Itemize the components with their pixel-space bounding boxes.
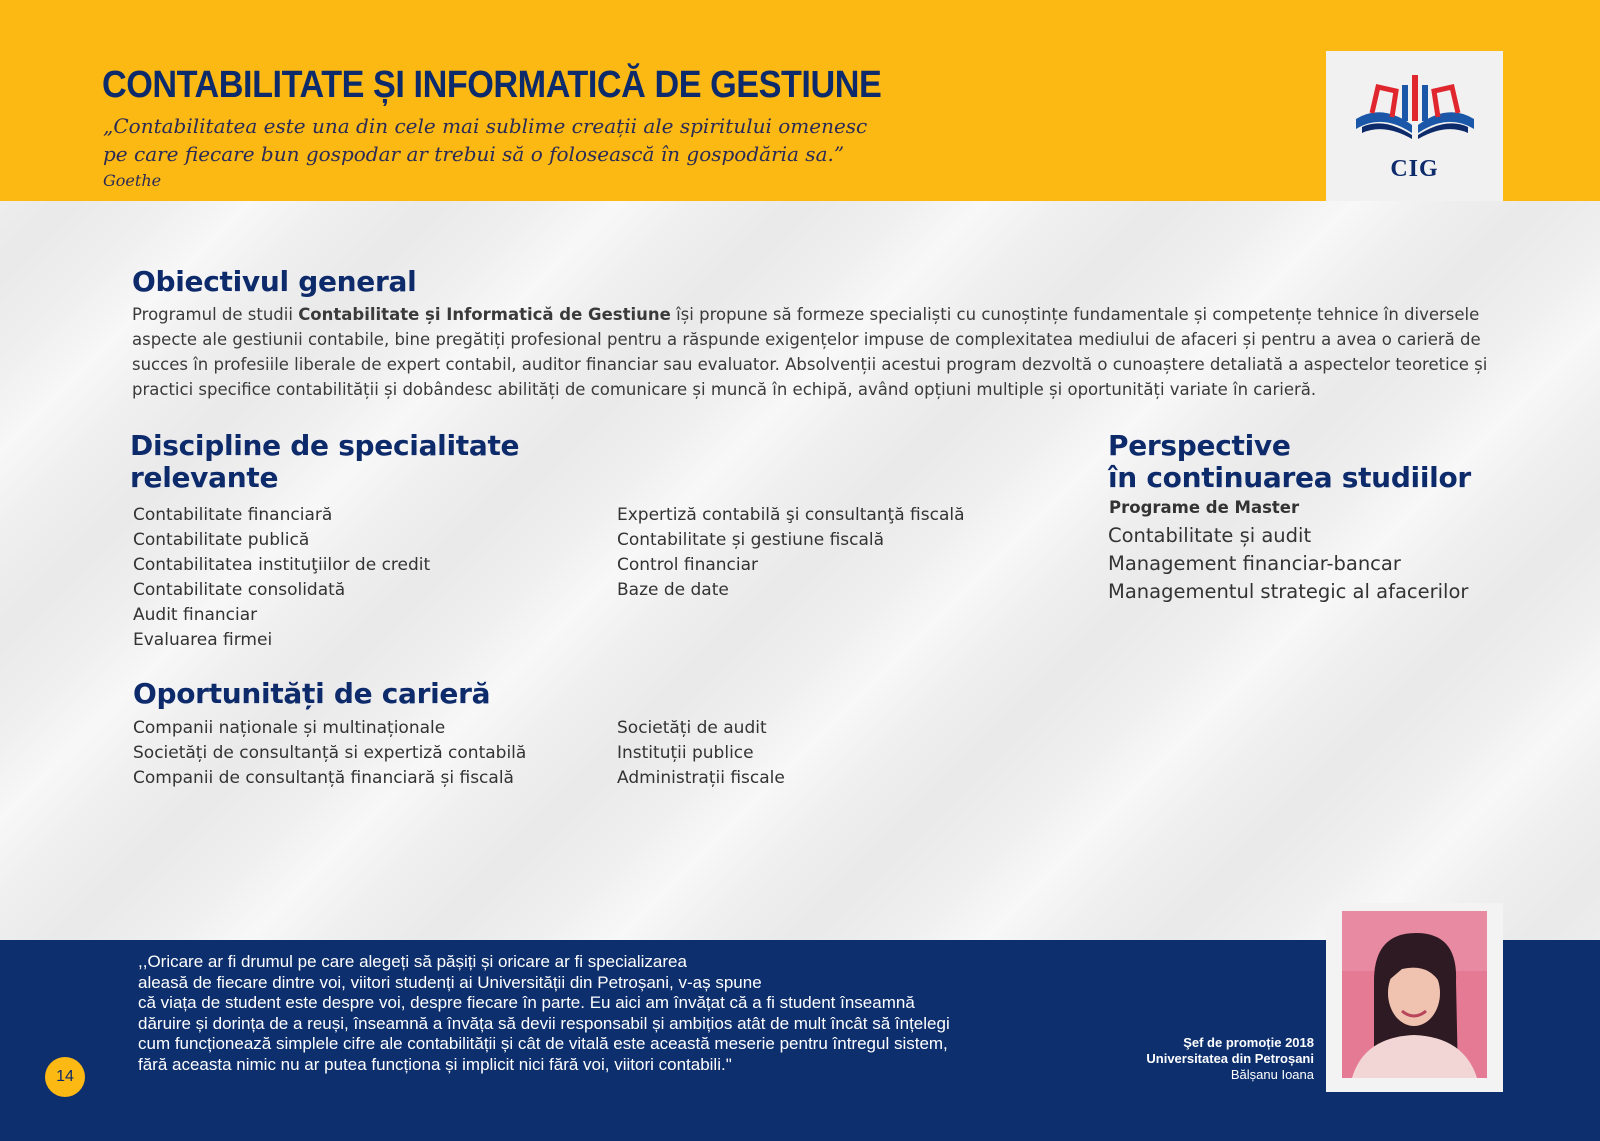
signature-name: Bălșanu Ioana bbox=[1230, 1067, 1314, 1082]
signature-title: Şef de promoție 2018 bbox=[1183, 1035, 1314, 1050]
objective-paragraph bbox=[132, 302, 1512, 402]
quote-author: Goethe bbox=[103, 171, 162, 190]
disciplines-heading-line: relevante bbox=[130, 461, 279, 494]
header-quote-line: pe care fiecare bun gospodar ar trebui să o folosească în gospodăria sa.” bbox=[103, 142, 845, 166]
page-title: CONTABILITATE ȘI INFORMATICĂ DE GESTIUNE bbox=[102, 64, 882, 106]
testimonial-line: că viața de student este despre voi, despre fiecare în parte. Eu aici am învățat că a fi student înseamnă bbox=[138, 993, 915, 1012]
disciplines-heading bbox=[130, 430, 519, 494]
list-item: Contabilitate financiară bbox=[133, 505, 333, 525]
career-heading: Oportunități de carieră bbox=[133, 677, 491, 710]
disciplines-list-left bbox=[133, 503, 430, 653]
testimonial-signature bbox=[1146, 1035, 1314, 1083]
disciplines-list-right bbox=[617, 503, 965, 603]
perspectives-heading-line: în continuarea studiilor bbox=[1108, 461, 1471, 494]
list-item: Managementul strategic al afacerilor bbox=[1108, 580, 1469, 603]
objective-line-suffix: își propune să formeze specialiști cu cunoștințe fundamentale și competențe tehnice în diversele bbox=[670, 305, 1480, 324]
testimonial-line: fără aceasta nimic nu ar putea funcționa și implicit nici fără voi, viitori contabili." bbox=[138, 1054, 732, 1074]
objective-heading: Obiectivul general bbox=[132, 265, 417, 298]
objective-line: succes în profesiile liberale de expert contabil, auditor financiar sau evaluator. Absolvenții acestui program dezvoltă o cunoaștere detaliată a aspectelor teoretice și bbox=[132, 355, 1488, 374]
list-item: Instituții publice bbox=[617, 743, 754, 763]
list-item: Societăți de consultanță si expertiză contabilă bbox=[133, 743, 527, 763]
list-item: Contabilitatea instituţiilor de credit bbox=[133, 555, 431, 575]
master-programs-list bbox=[1108, 522, 1468, 606]
objective-line: aspecte ale gestiunii contabile, bine pregătiți profesional pentru a răspunde exigențelor impuse de complexitatea mediului de afaceri și pentru a avea o carieră de bbox=[132, 330, 1481, 349]
list-item: Administrații fiscale bbox=[617, 768, 785, 788]
list-item: Baze de date bbox=[617, 580, 729, 600]
testimonial-line: ,,Oricare ar fi drumul pe care alegeți să pășiți și oricare ar fi specializarea bbox=[138, 952, 687, 971]
disciplines-heading-line: Discipline de specialitate bbox=[130, 429, 520, 462]
perspectives-heading bbox=[1108, 430, 1471, 494]
career-list-right bbox=[617, 716, 785, 791]
testimonial-line: dăruire și dorința de a reuși, înseamnă a învăța să devii responsabil și ambițios atât de mult încât să înțelegi bbox=[138, 1013, 950, 1033]
signature-university: Universitatea din Petroșani bbox=[1146, 1051, 1314, 1066]
list-item: Companii naționale și multinaționale bbox=[133, 718, 446, 738]
objective-line-prefix: Programul de studii bbox=[132, 305, 299, 324]
list-item: Control financiar bbox=[617, 555, 759, 575]
objective-line bbox=[132, 302, 1512, 327]
list-item: Contabilitate consolidată bbox=[133, 580, 346, 600]
header-quote bbox=[103, 112, 868, 168]
list-item: Contabilitate publică bbox=[133, 530, 310, 550]
list-item: Evaluarea firmei bbox=[133, 630, 273, 650]
list-item: Contabilitate și audit bbox=[1108, 524, 1312, 547]
objective-line: practici specifice contabilității și dobândesc abilități de comunicare și muncă în echipă, având opțiuni multiple și oportunități variate în carieră. bbox=[132, 380, 1317, 399]
list-item: Societăți de audit bbox=[617, 718, 767, 738]
master-programs-label: Programe de Master bbox=[1109, 498, 1300, 517]
testimonial-line: aleasă de fiecare dintre voi, viitori studenți ai Universității din Petroșani, v-aș spune bbox=[138, 972, 762, 992]
header-quote-line: „Contabilitatea este una din cele mai sublime creații ale spiritului omenesc bbox=[103, 114, 868, 138]
perspectives-heading-line: Perspective bbox=[1108, 429, 1291, 462]
career-list-left bbox=[133, 716, 526, 791]
open-book-logo-icon bbox=[1352, 73, 1478, 145]
list-item: Contabilitate și gestiune fiscală bbox=[617, 530, 885, 550]
cig-logo-card bbox=[1326, 51, 1503, 201]
logo-text: CIG bbox=[1390, 156, 1439, 182]
graduate-photo-avatar bbox=[1342, 911, 1487, 1078]
testimonial-line: cum funcționează simplele cifre ale contabilității și cât de vitală este această meserie pentru întregul sistem, bbox=[138, 1034, 948, 1053]
list-item: Expertiză contabilă şi consultanţă fiscală bbox=[617, 505, 965, 525]
page-number: 14 bbox=[45, 1057, 85, 1097]
list-item: Companii de consultanță financiară și fiscală bbox=[133, 768, 514, 788]
program-name: Contabilitate și Informatică de Gestiune bbox=[298, 305, 671, 324]
list-item: Audit financiar bbox=[133, 605, 258, 625]
testimonial-quote bbox=[138, 952, 1098, 1075]
graduate-photo-frame bbox=[1326, 903, 1503, 1092]
list-item: Management financiar-bancar bbox=[1108, 552, 1401, 575]
